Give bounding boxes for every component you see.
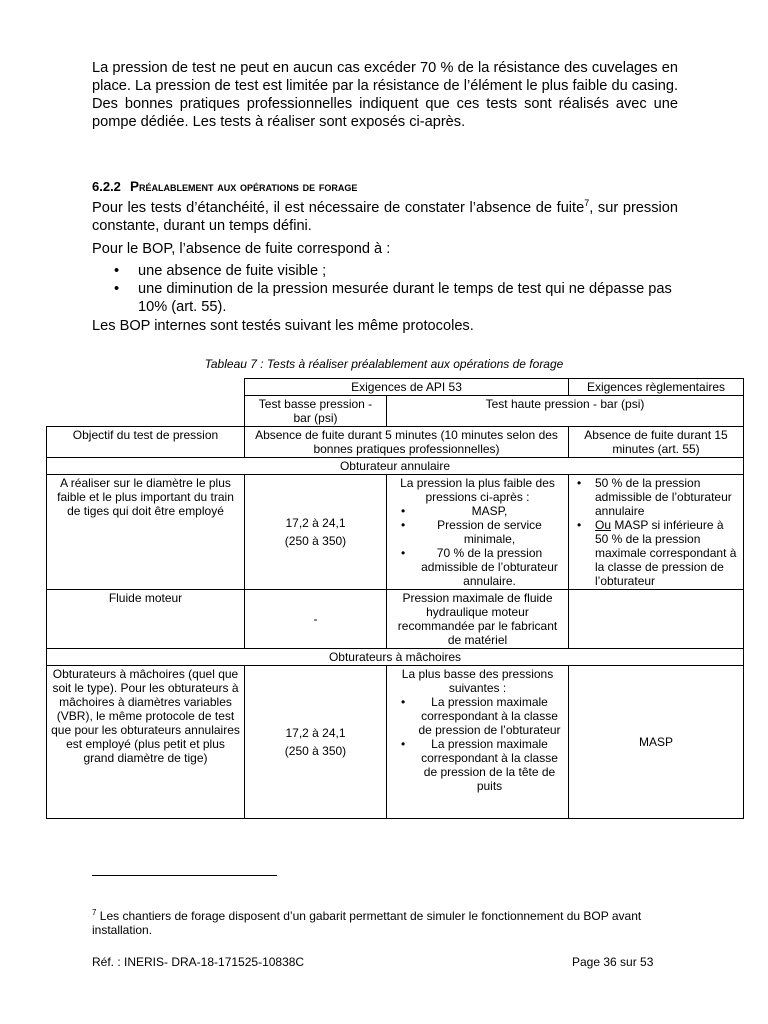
row-label: A réaliser sur le diamètre le plus faible et le plus important du train de tiges qui doit être employé xyxy=(47,475,245,590)
paragraph-test-pressure: La pression de test ne peut en aucun cas excéder 70 % de la résistance des cuvelages en place. La pression de test est limitée par la résistance de l’élément le plus faible du casing. Des bonnes pratiques professionnelles indiquent que ces tests sont réalisés avec une pompe dédiée. Les tests à réaliser sont exposés ci-après. xyxy=(92,60,678,130)
high-pressure-intro: La plus basse des pressions suivantes : xyxy=(401,667,554,695)
list-item: • Pression de service minimale, xyxy=(391,518,564,546)
low-pressure-psi: (250 à 350) xyxy=(284,744,347,758)
section-number: 6.2.2 xyxy=(92,179,121,194)
footnote-separator xyxy=(92,875,277,876)
section-row-machoires: Obturateurs à mâchoires xyxy=(47,649,744,666)
regulatory-list xyxy=(573,476,739,588)
regulatory-value: MASP xyxy=(569,666,744,819)
regulatory-cell xyxy=(569,475,744,590)
header-api53: Exigences de API 53 xyxy=(245,379,569,396)
list-item: • une diminution de la pression mesurée durant le temps de test qui ne dépasse pas 10% (art. 55). xyxy=(92,280,678,316)
list-item: • La pression maximale correspondant à la classe de pression de la tête de puits xyxy=(391,737,564,793)
section-title: Préalablement aux opérations de forage xyxy=(130,179,358,194)
table-row xyxy=(47,475,744,590)
footnote-text: Les chantiers de forage disposent d’un gabarit permettant de simuler le fonctionnement du BOP avant installation. xyxy=(92,909,642,937)
low-pressure-cell xyxy=(245,475,387,590)
table-row xyxy=(47,458,744,475)
paragraph-leak-tests-text: Pour les tests d’étanchéité, il est nécessaire de constater l’absence de fuite xyxy=(92,200,585,216)
low-pressure-value: 17,2 à 24,1 xyxy=(285,726,346,740)
high-pressure-cell xyxy=(387,475,569,590)
list-item: • 70 % de la pression admissible de l’obturateur annulaire. xyxy=(391,546,564,588)
table-row xyxy=(47,590,744,649)
header-low-pressure: Test basse pression - bar (psi) xyxy=(245,396,387,427)
paragraph-leak-tests xyxy=(92,199,678,235)
row-label: Obturateurs à mâchoires (quel que soit le type). Pour les obturateurs à mâchoires à diamètres variables (VBR), le même protocole de test que pour les obturateurs annulaires est employé (plus petit et plus grand diamètre de tige) xyxy=(47,666,245,819)
tests-table xyxy=(46,378,744,819)
or-text: MASP si inférieure à 50 % de la pression maximale correspondant à la classe de pression de l’obturateur xyxy=(595,518,737,588)
objective-api: Absence de fuite durant 5 minutes (10 minutes selon des bonnes pratiques professionnelles) xyxy=(245,427,569,458)
list-item: • La pression maximale correspondant à la classe de pression de l’obturateur xyxy=(391,695,564,737)
header-high-pressure: Test haute pression - bar (psi) xyxy=(387,396,744,427)
list-item: • 50 % de la pression admissible de l’obturateur annulaire xyxy=(573,476,739,518)
section-heading xyxy=(92,179,357,194)
paragraph-bop: Pour le BOP, l’absence de fuite correspond à : xyxy=(92,241,391,257)
low-pressure-psi: (250 à 350) xyxy=(284,534,347,548)
high-pressure-value: Pression maximale de fluide hydraulique moteur recommandée par le fabricant de matériel xyxy=(387,590,569,649)
paragraph-leak-tests-text-end: , sur pression constante, durant un temps défini. xyxy=(92,200,678,234)
header-regulatory: Exigences règlementaires xyxy=(569,379,744,396)
or-underlined: Ou xyxy=(595,518,612,532)
footnote-number: 7 xyxy=(92,908,97,917)
table-row xyxy=(47,427,744,458)
footnote xyxy=(92,906,692,937)
paragraph-internal-bop: Les BOP internes sont testés suivant les même protocoles. xyxy=(92,318,474,334)
list-item: • une absence de fuite visible ; xyxy=(92,262,678,280)
high-pressure-list xyxy=(391,695,564,793)
table-row xyxy=(47,379,744,396)
table-row xyxy=(47,666,744,819)
table-caption: Tableau 7 : Tests à réaliser préalablement aux opérations de forage xyxy=(204,357,564,371)
objective-regulatory: Absence de fuite durant 15 minutes (art. 55) xyxy=(569,427,744,458)
bop-criteria-list xyxy=(92,262,678,316)
empty-cell xyxy=(47,379,245,396)
list-item xyxy=(573,518,739,588)
row-label: Fluide moteur xyxy=(47,590,245,649)
regulatory-value xyxy=(569,590,744,649)
list-item: • MASP, xyxy=(391,504,564,518)
table-row xyxy=(47,649,744,666)
page-number: Page 36 sur 53 xyxy=(572,955,654,969)
table-row xyxy=(47,396,744,427)
low-pressure-value: - xyxy=(245,590,387,649)
low-pressure-cell xyxy=(245,666,387,819)
section-row-annulaire: Obturateur annulaire xyxy=(47,458,744,475)
high-pressure-list xyxy=(391,504,564,588)
high-pressure-cell xyxy=(387,666,569,819)
low-pressure-value: 17,2 à 24,1 xyxy=(285,516,346,530)
footnote-reference[interactable]: 7 xyxy=(584,198,590,209)
objective-label: Objectif du test de pression xyxy=(47,427,245,458)
document-reference: Réf. : INERIS- DRA-18-171525-10838C xyxy=(92,955,305,969)
high-pressure-intro: La pression la plus faible des pressions ci-après : xyxy=(400,476,555,504)
empty-cell xyxy=(47,396,245,427)
